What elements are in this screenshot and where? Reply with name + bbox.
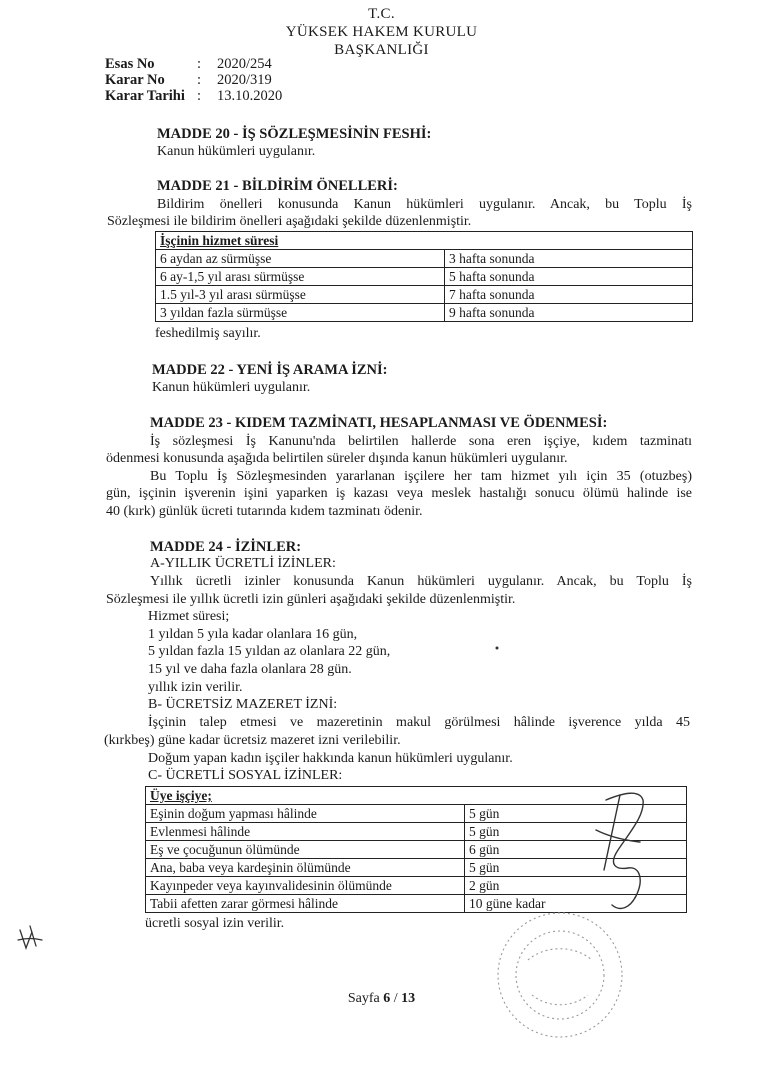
m24-a-line6: 15 yıl ve daha fazla olanlara 28 gün. bbox=[148, 662, 352, 677]
table-cell: 9 hafta sonunda bbox=[445, 304, 693, 322]
m24-a-line1: Yıllık ücretli izinler konusunda Kanun hükümleri uygulanır. Ancak, bu Toplu İş bbox=[150, 574, 692, 589]
table-cell: Tabii afetten zarar görmesi hâlinde bbox=[146, 895, 465, 913]
m24-a-line4: 1 yıldan 5 yıla kadar olanlara 16 gün, bbox=[148, 627, 358, 642]
initials-mark bbox=[18, 926, 42, 948]
header-institution: YÜKSEK HAKEM KURULU bbox=[285, 24, 478, 40]
table-cell: 5 gün bbox=[465, 823, 687, 841]
notice-period-table bbox=[155, 231, 693, 322]
m24-b-line1: İşçinin talep etmesi ve mazeretinin makul görülmesi hâlinde işverence yılda 45 bbox=[148, 715, 690, 730]
meta-label: Esas No bbox=[105, 56, 155, 72]
table-header: İşçinin hizmet süresi bbox=[156, 232, 693, 250]
case-meta bbox=[105, 56, 282, 104]
m21-title: MADDE 21 - BİLDİRİM ÖNELLERİ: bbox=[157, 178, 398, 194]
page-separator: / bbox=[390, 991, 402, 1006]
page-number bbox=[0, 991, 763, 1007]
meta-value: 2020/254 bbox=[217, 56, 272, 72]
m24-c-after: ücretli sosyal izin verilir. bbox=[145, 916, 285, 931]
header-tc: T.C. bbox=[368, 6, 395, 22]
table-row bbox=[156, 286, 693, 304]
table-cell: 3 yıldan fazla sürmüşse bbox=[156, 304, 445, 322]
m22-text: Kanun hükümleri uygulanır. bbox=[152, 380, 311, 395]
table-cell: Ana, baba veya kardeşinin ölümünde bbox=[146, 859, 465, 877]
table-row bbox=[146, 877, 687, 895]
table-cell: Eşinin doğum yapması hâlinde bbox=[146, 805, 465, 823]
m24-a-line2: Sözleşmesi ile yıllık ücretli izin günleri aşağıdaki şekilde düzenlenmiştir. bbox=[106, 592, 516, 607]
page-total: 13 bbox=[401, 991, 416, 1006]
meta-label: Karar Tarihi bbox=[105, 88, 185, 104]
m23-line1: İş sözleşmesi İş Kanunu'nda belirtilen hallerde sona eren işçiye, kıdem tazminatı bbox=[150, 434, 692, 449]
table-row bbox=[156, 250, 693, 268]
m23-line2: ödenmesi konusunda aşağıda belirtilen süreler dışında kanun hükümleri uygulanır. bbox=[106, 451, 568, 466]
m20-text: Kanun hükümleri uygulanır. bbox=[157, 144, 316, 159]
table-row bbox=[146, 859, 687, 877]
table-row bbox=[156, 268, 693, 286]
m24-c-title: C- ÜCRETLİ SOSYAL İZİNLER: bbox=[148, 768, 343, 783]
m24-a-line3: Hizmet süresi; bbox=[148, 609, 230, 624]
meta-colon: : bbox=[197, 56, 202, 72]
meta-colon: : bbox=[197, 88, 202, 104]
m24-a-line7: yıllık izin verilir. bbox=[148, 680, 243, 695]
table-header: Üye işçiye; bbox=[146, 787, 687, 805]
table-cell: 5 gün bbox=[465, 859, 687, 877]
m21-line2: Sözleşmesi ile bildirim önelleri aşağıdaki şekilde düzenlenmiştir. bbox=[107, 214, 472, 229]
table-row bbox=[156, 304, 693, 322]
m24-b-line2: (kırkbeş) güne kadar ücretsiz mazeret izni verilebilir. bbox=[104, 733, 401, 748]
table-cell: 6 ay-1,5 yıl arası sürmüşse bbox=[156, 268, 445, 286]
stray-dot bbox=[496, 647, 499, 650]
table-cell: 5 hafta sonunda bbox=[445, 268, 693, 286]
page-current: 6 bbox=[383, 991, 391, 1006]
table-cell: 6 gün bbox=[465, 841, 687, 859]
table-cell: 10 güne kadar bbox=[465, 895, 687, 913]
table-row bbox=[146, 805, 687, 823]
table-cell: 2 gün bbox=[465, 877, 687, 895]
table-row bbox=[146, 841, 687, 859]
m24-a-title: A-YILLIK ÜCRETLİ İZİNLER: bbox=[150, 556, 336, 571]
table-cell: 1.5 yıl-3 yıl arası sürmüşse bbox=[156, 286, 445, 304]
table-cell: 6 aydan az sürmüşse bbox=[156, 250, 445, 268]
m23-title: MADDE 23 - KIDEM TAZMİNATI, HESAPLANMASI VE ÖDENMESİ: bbox=[150, 415, 608, 431]
m24-b-title: B- ÜCRETSİZ MAZERET İZNİ: bbox=[148, 697, 338, 712]
meta-row-date bbox=[105, 88, 282, 104]
m24-b-line3: Doğum yapan kadın işçiler hakkında kanun hükümleri uygulanır. bbox=[148, 751, 513, 766]
page-prefix: Sayfa bbox=[347, 991, 384, 1006]
m21-line1: Bildirim önelleri konusunda Kanun hükümleri uygulanır. Ancak, bu Toplu İş bbox=[157, 197, 692, 212]
meta-value: 2020/319 bbox=[217, 72, 272, 88]
meta-value: 13.10.2020 bbox=[217, 88, 283, 104]
m23-line3: Bu Toplu İş Sözleşmesinden yararlanan işçilere her tam hizmet yılı için 35 (otuzbeş) bbox=[150, 469, 692, 484]
table-cell: Eş ve çocuğunun ölümünde bbox=[146, 841, 465, 859]
social-leave-table bbox=[145, 786, 687, 913]
m24-a-line5: 5 yıldan fazla 15 yıldan az olanlara 22 gün, bbox=[148, 644, 391, 659]
meta-row-karar bbox=[105, 72, 282, 88]
table-cell: 5 gün bbox=[465, 805, 687, 823]
meta-label: Karar No bbox=[105, 72, 165, 88]
m21-after: feshedilmiş sayılır. bbox=[155, 326, 261, 341]
meta-row-esas bbox=[105, 56, 282, 72]
seal-stamp bbox=[498, 913, 622, 1037]
meta-colon: : bbox=[197, 72, 202, 88]
m20-title: MADDE 20 - İŞ SÖZLEŞMESİNİN FESHİ: bbox=[157, 126, 432, 142]
table-row bbox=[146, 823, 687, 841]
table-cell: Kayınpeder veya kayınvalidesinin ölümünde bbox=[146, 877, 465, 895]
m22-title: MADDE 22 - YENİ İŞ ARAMA İZNİ: bbox=[152, 362, 388, 378]
table-header-row bbox=[156, 232, 693, 250]
table-cell: Evlenmesi hâlinde bbox=[146, 823, 465, 841]
m23-line4: gün, işçinin işverenin işini yaparken iş kazası veya meslek hastalığı sonucu ölümü halinde ise bbox=[106, 486, 692, 501]
m24-title: MADDE 24 - İZİNLER: bbox=[150, 539, 302, 555]
table-cell: 3 hafta sonunda bbox=[445, 250, 693, 268]
table-row bbox=[146, 895, 687, 913]
table-header-row bbox=[146, 787, 687, 805]
m23-line5: 40 (kırk) günlük ücreti tutarında kıdem tazminatı ödenir. bbox=[106, 504, 423, 519]
table-cell: 7 hafta sonunda bbox=[445, 286, 693, 304]
header-office: BAŞKANLIĞI bbox=[334, 42, 429, 58]
